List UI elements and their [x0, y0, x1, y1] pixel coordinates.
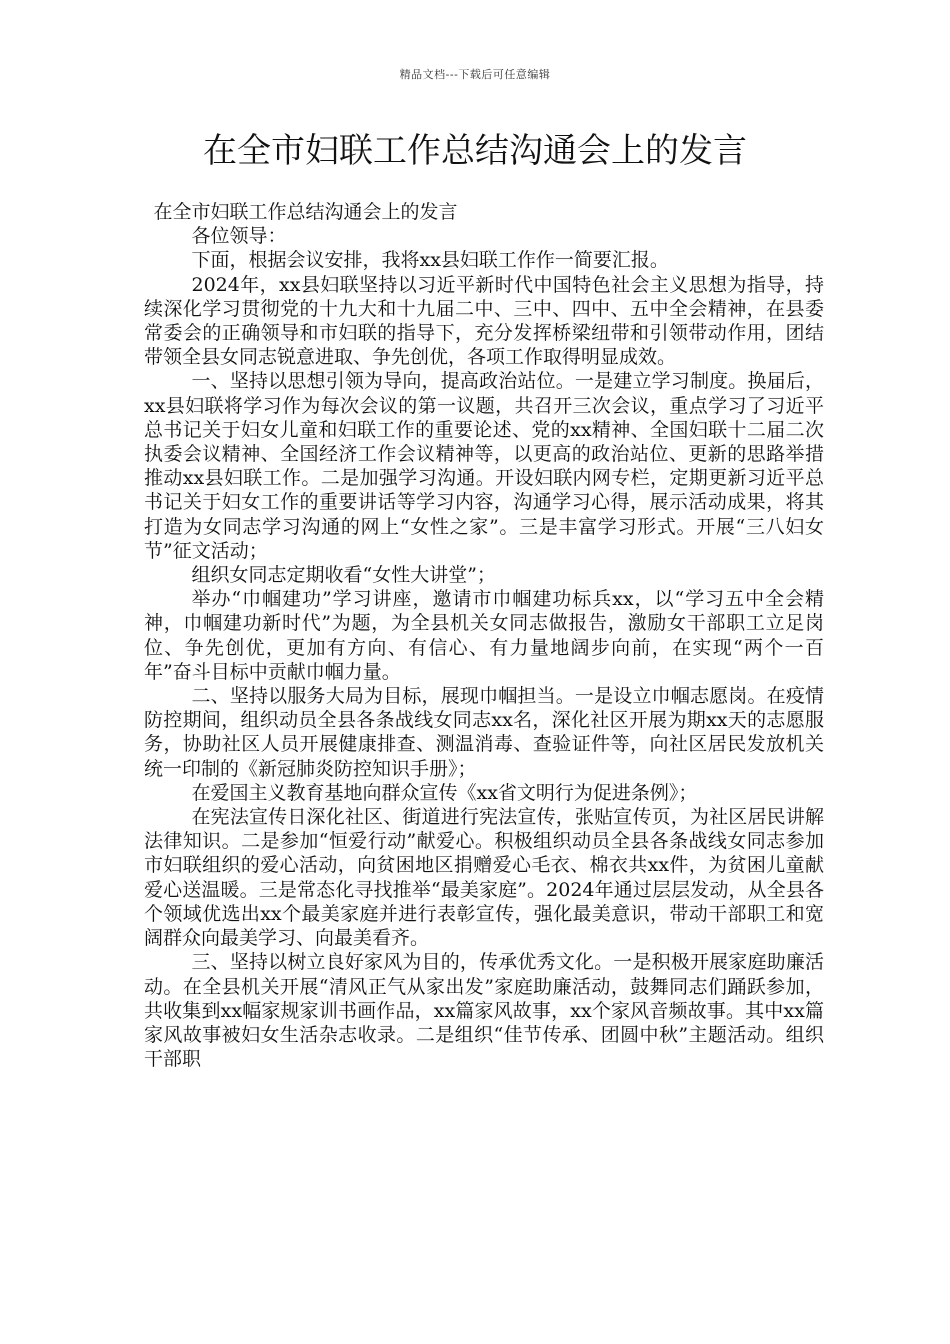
paragraph-section-2: 二、坚持以服务大局为目标，展现巾帼担当。一是设立巾帼志愿岗。在疫情防控期间，组织动员全县各条战线女同志xx名，深化社区开展为期xx天的志愿服务，协助社区人员开展健康排查、测温消毒、查验证件等，向社区居民发放机关统一印制的《新冠肺炎防控知识手册》；	[144, 685, 824, 780]
document-title: 在全市妇联工作总结沟通会上的发言	[203, 131, 747, 171]
paragraph-section-1: 一、坚持以思想引领为导向，提高政治站位。一是建立学习制度。换届后，xx县妇联将学习作为每次会议的第一议题，共召开三次会议，重点学习了习近平总书记关于妇女儿童和妇联工作的重要论述、党的xx精神、全国妇联十二届二次执委会议精神、全国经济工作会议精神等，以更高的政治站位、更新的思路举措推动xx县妇联工作。二是加强学习沟通。开设妇联内网专栏，定期更新习近平总书记关于妇女工作的重要讲话等学习内容，沟通学习心得，展示活动成果，将其打造为女同志学习沟通的网上“女性之家”。三是丰富学习形式。开展“三八妇女节”征文活动；	[144, 370, 824, 562]
paragraph-overview: 2024年，xx县妇联坚持以习近平新时代中国特色社会主义思想为指导，持续深化学习贯彻党的十九大和十九届二中、三中、四中、五中全会精神，在县委常委会的正确领导和市妇联的指导下，充分发挥桥梁纽带和引领带动作用，团结带领全县女同志锐意进取、争先创优，各项工作取得明显成效。	[144, 273, 824, 369]
salutation: 各位领导：	[191, 225, 287, 248]
paragraph-section-2-item: 在爱国主义教育基地向群众宣传《xx省文明行为促进条例》；	[191, 781, 698, 804]
document-subtitle: 在全市妇联工作总结沟通会上的发言	[153, 201, 458, 223]
paragraph-section-2-cont: 在宪法宣传日深化社区、街道进行宪法宣传，张贴宣传页，为社区居民讲解法律知识。二是参加“恒爱行动”献爱心。积极组织动员全县各条战线女同志参加市妇联组织的爱心活动，向贫困地区捐赠爱心毛衣、棉衣共xx件，为贫困儿童献爱心送温暖。三是常态化寻找推举“最美家庭”。2024年通过层层发动，从全县各个领域优选出xx个最美家庭并进行表彰宣传，强化最美意识，带动干部职工和宽阔群众向最美学习、向最美看齐。	[144, 806, 824, 950]
paragraph-section-3: 三、坚持以树立良好家风为目的，传承优秀文化。一是积极开展家庭助廉活动。在全县机关开展“清风正气从家出发”家庭助廉活动，鼓舞同志们踊跃参加，共收集到xx幅家规家训书画作品，xx篇家风故事，xx个家风音频故事。其中xx篇家风故事被妇女生活杂志收录。二是组织“佳节传承、团圆中秋”主题活动。组织干部职	[144, 951, 824, 1071]
page-header: 精品文档---下载后可任意编辑	[399, 68, 551, 81]
paragraph-section-1-lecture: 举办“巾帼建功”学习讲座，邀请市巾帼建功标兵xx，以“学习五中全会精神，巾帼建功新时代”为题，为全县机关女同志做报告，激励女干部职工立足岗位、争先创优，更加有方向、有信心、有力量地阔步向前，在实现“两个一百年”奋斗目标中贡献巾帼力量。	[144, 588, 824, 683]
document-body	[144, 200, 824, 1071]
paragraph-section-1-item: 组织女同志定期收看“女性大讲堂”；	[191, 564, 496, 587]
paragraph-intro: 下面，根据会议安排，我将xx县妇联工作作一简要汇报。	[191, 249, 669, 272]
